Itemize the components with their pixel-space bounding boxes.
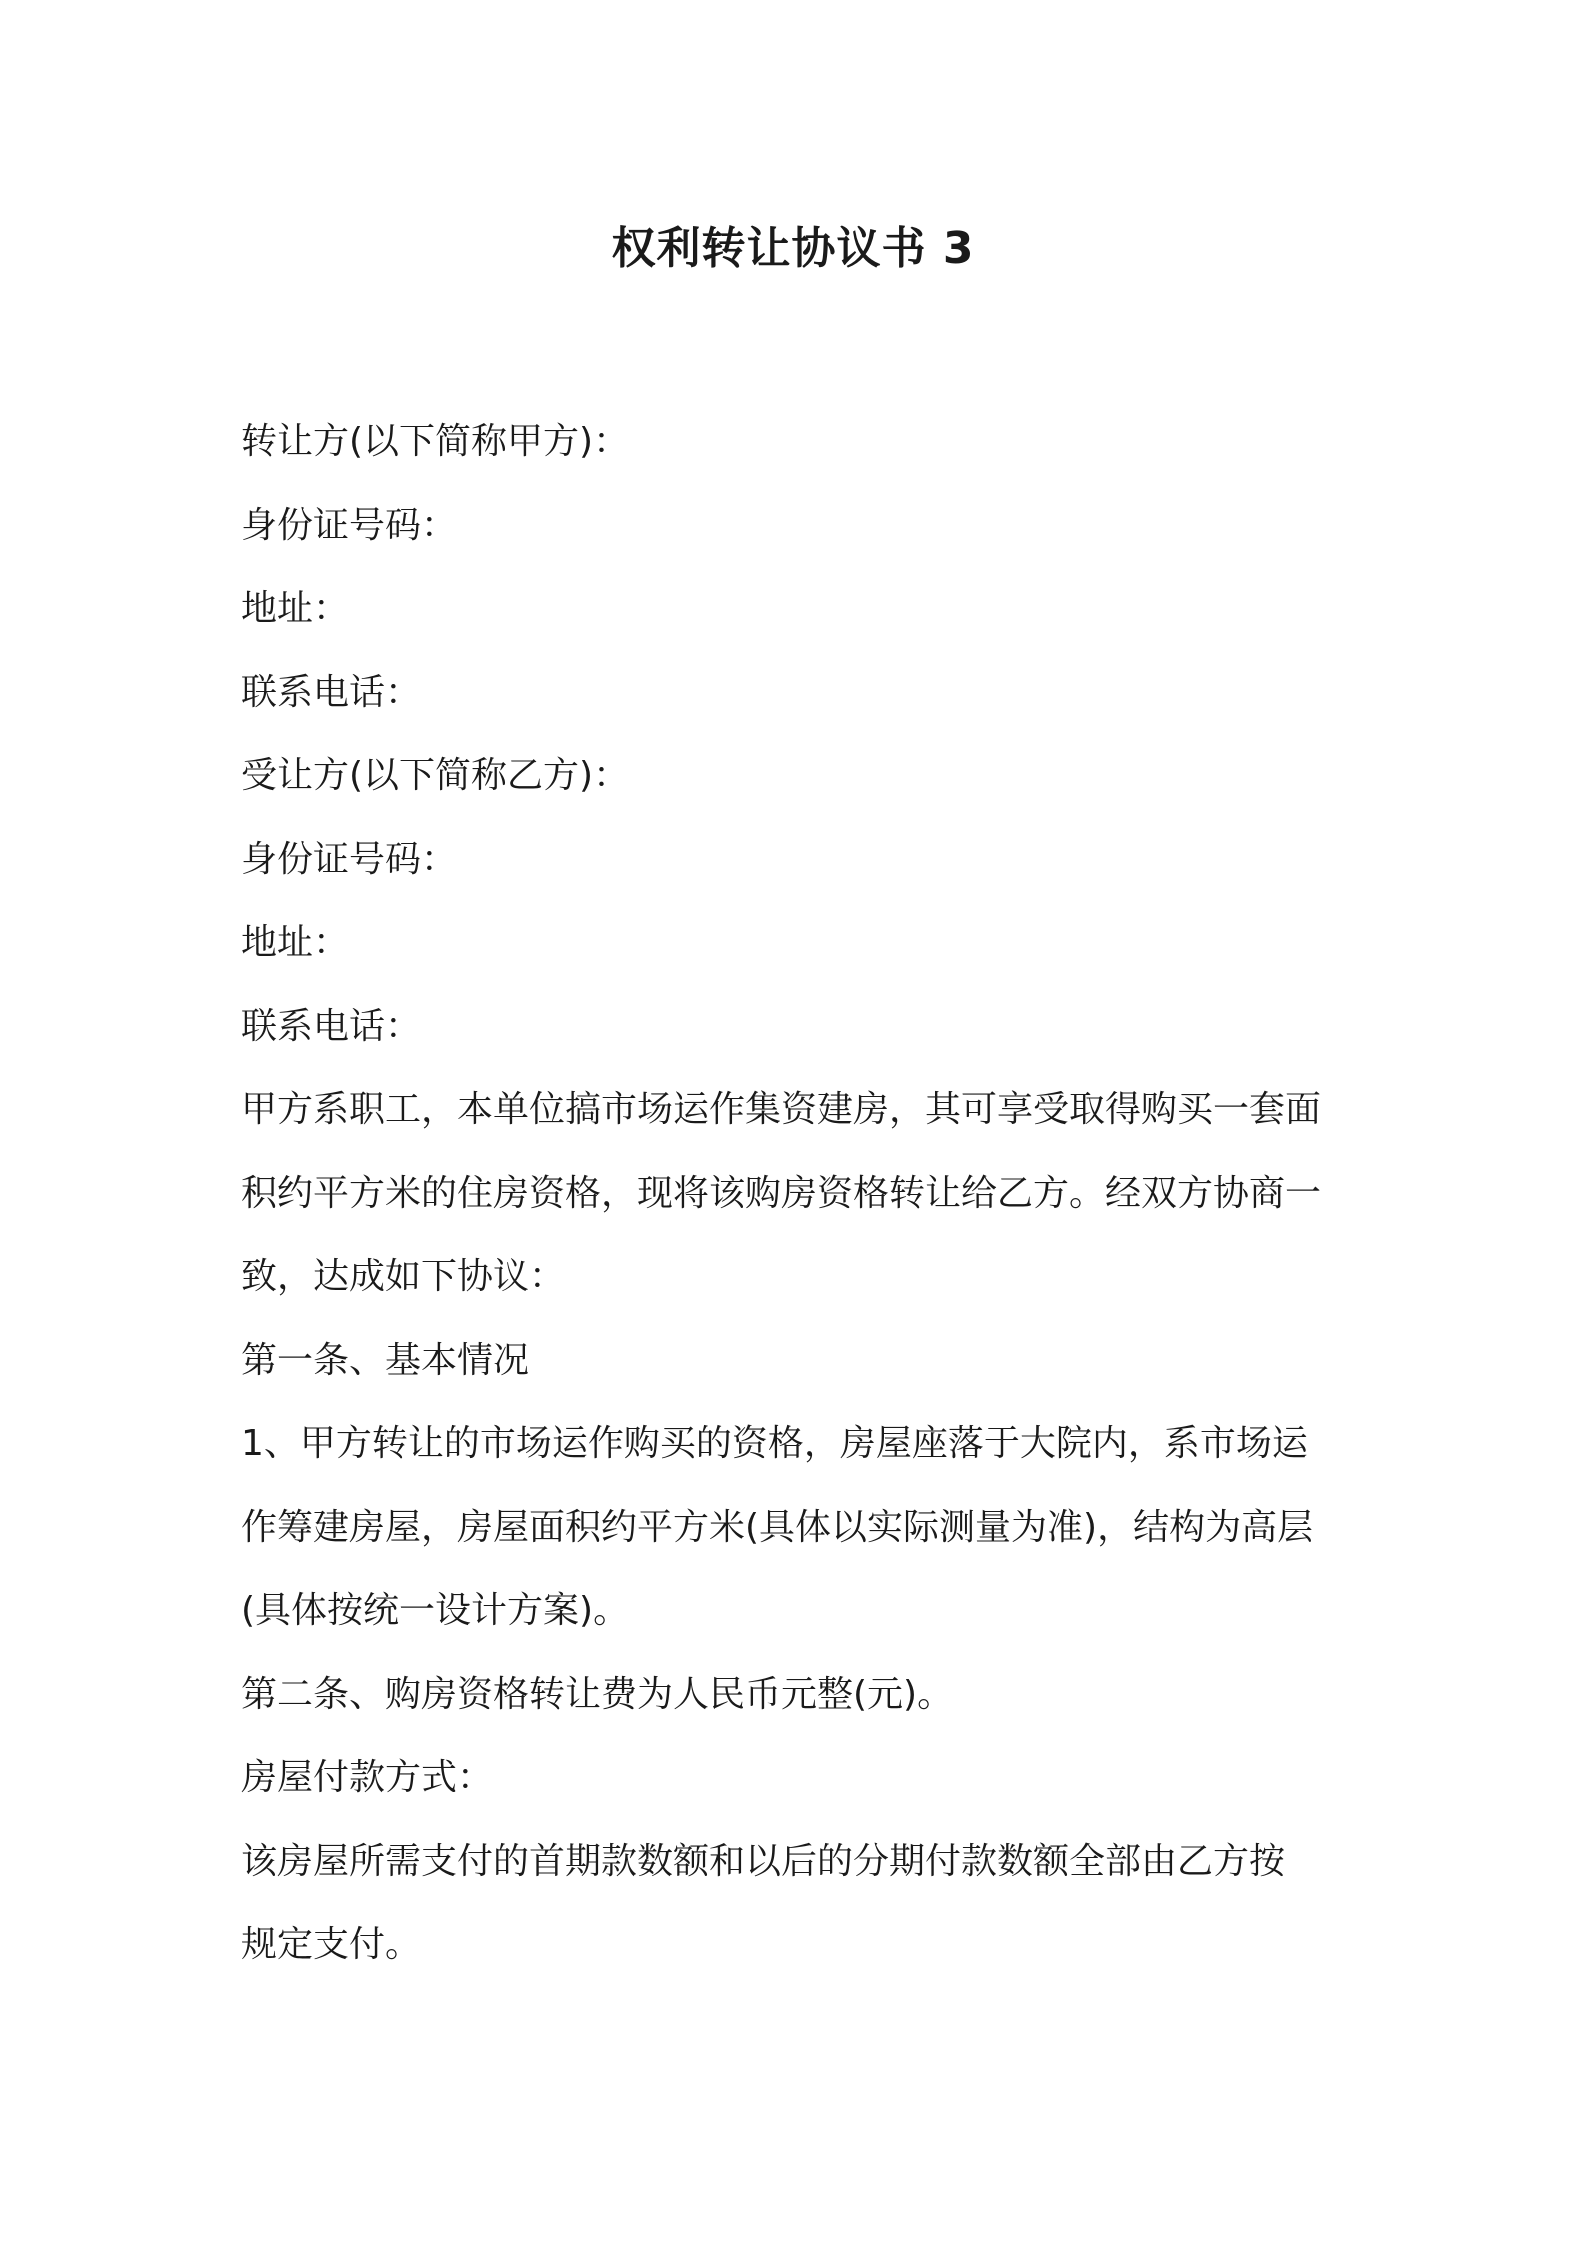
document-body <box>241 400 1356 1987</box>
article-1-clause-line: 作筹建房屋，房屋面积约平方米(具体以实际测量为准)，结构为高层 <box>241 1506 1314 1548</box>
article-1-clause-line: 1、甲方转让的市场运作购买的资格，房屋座落于大院内，系市场运 <box>241 1423 1308 1464</box>
document-title: 权利转让协议书 3 <box>611 223 975 274</box>
preamble-line: 甲方系职工，本单位搞市场运作集资建房，其可享受取得购买一套面 <box>241 1089 1322 1130</box>
transferee-label: 受让方(以下简称乙方)： <box>241 755 630 796</box>
transferor-phone-label: 联系电话： <box>241 671 422 713</box>
preamble-line: 致，达成如下协议： <box>241 1256 566 1297</box>
preamble-line: 积约平方米的住房资格，现将该购房资格转让给乙方。经双方协商一 <box>241 1172 1322 1214</box>
transferor-label: 转让方(以下简称甲方)： <box>241 421 630 462</box>
transferee-id-label: 身份证号码： <box>241 838 458 880</box>
payment-clause-line: 该房屋所需支付的首期款数额和以后的分期付款数额全部由乙方按 <box>241 1840 1286 1882</box>
transferor-address-label: 地址： <box>241 588 350 629</box>
transferor-id-label: 身份证号码： <box>241 504 458 546</box>
payment-method-label: 房屋付款方式： <box>241 1757 494 1798</box>
transferee-address-label: 地址： <box>241 922 350 963</box>
article-1-heading: 第一条、基本情况 <box>241 1339 530 1381</box>
payment-clause-line: 规定支付。 <box>241 1924 422 1965</box>
article-2-heading: 第二条、购房资格转让费为人民币元整(元)。 <box>241 1673 954 1715</box>
article-1-clause-line: (具体按统一设计方案)。 <box>241 1590 630 1631</box>
transferee-phone-label: 联系电话： <box>241 1005 422 1047</box>
